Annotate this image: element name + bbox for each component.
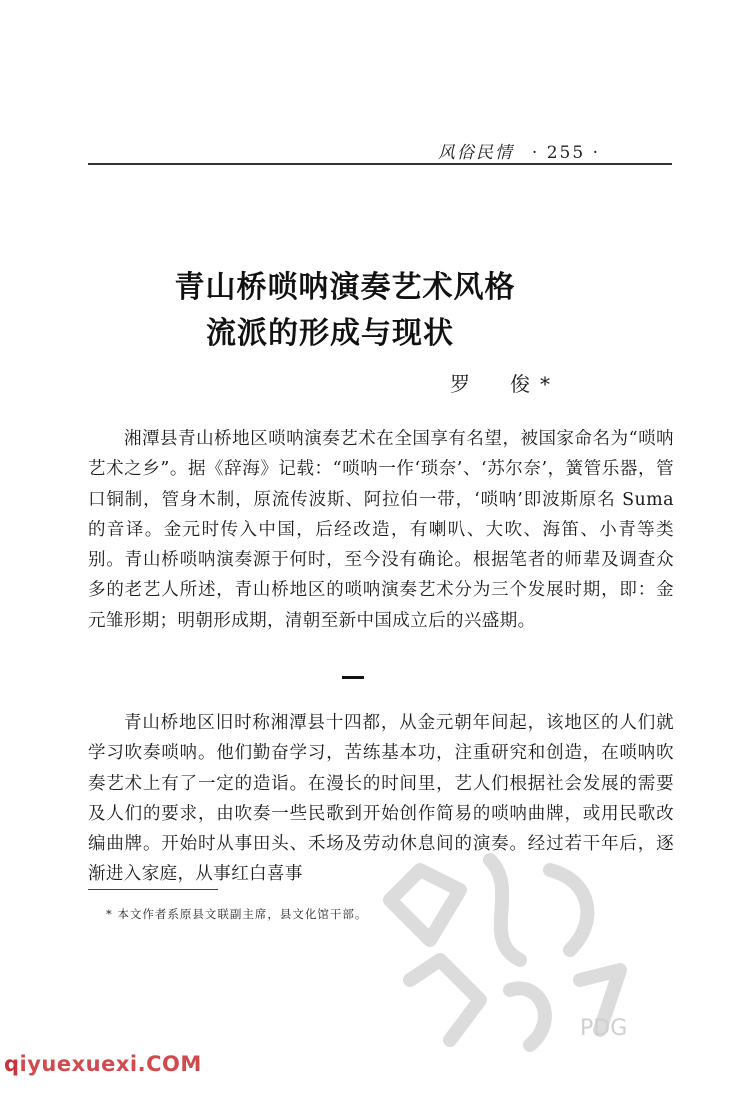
author-name: 罗 俊* — [450, 372, 560, 396]
header-page-number: · 255 · — [531, 143, 600, 163]
site-watermark-text: iyuexuexi.COM — [19, 1052, 202, 1076]
site-watermark — [4, 1052, 202, 1076]
header-rule — [88, 163, 672, 165]
seal-pdg-text: PDG — [580, 1016, 628, 1041]
library-seal-watermark — [350, 830, 670, 1060]
article-title-line-2: 流派的形成与现状 — [206, 316, 454, 351]
footnote: * 本文作者系原县文联副主席，县文化馆干部。 — [106, 907, 368, 921]
section-number-one — [342, 676, 364, 679]
site-watermark-q: q — [4, 1052, 20, 1076]
section-one-paragraph: 青山桥地区旧时称湘潭县十四都，从金元朝年间起，该地区的人们就学习吹奏唢呐。他们勤奋学习，苦练基本功，注重研究和创造，在唢呐吹奏艺术上有了一定的造诣。在漫长的时间里，艺人们根据社会发展的需要及人们的要求，由吹奏一些民歌到开始创作简易的唢呐曲牌，或用民歌改编曲牌。开始时从事田头、禾场及劳动休息间的演奏。经过若干年后，逐渐进入家庭，从事红白喜事 — [88, 713, 674, 885]
running-header — [438, 138, 600, 163]
article-title-line-1: 青山桥唢呐演奏艺术风格 — [174, 270, 516, 305]
footnote-rule — [88, 889, 218, 890]
header-section-name: 风俗民情 — [437, 143, 514, 163]
intro-paragraph: 湘潭县青山桥地区唢呐演奏艺术在全国享有名望，被国家命名为“唢呐艺术之乡”。据《辞海》记载：“唢呐一作‘琐奈’、‘苏尔奈’，簧管乐器，管口铜制，管身木制，原流传波斯、阿拉伯一带，‘唢呐’即波斯原名 Suma 的音译。金元时传入中国，后经改造，有喇叭、大吹、海笛、小青等类别。青山桥唢呐演奏源于何时，至今没有确论。根据笔者的师辈及调查众多的老艺人所述，青山桥地区的唢呐演奏艺术分为三个发展时期，即：金元雏形期；明朝形成期，清朝至新中国成立后的兴盛期。 — [88, 429, 674, 631]
